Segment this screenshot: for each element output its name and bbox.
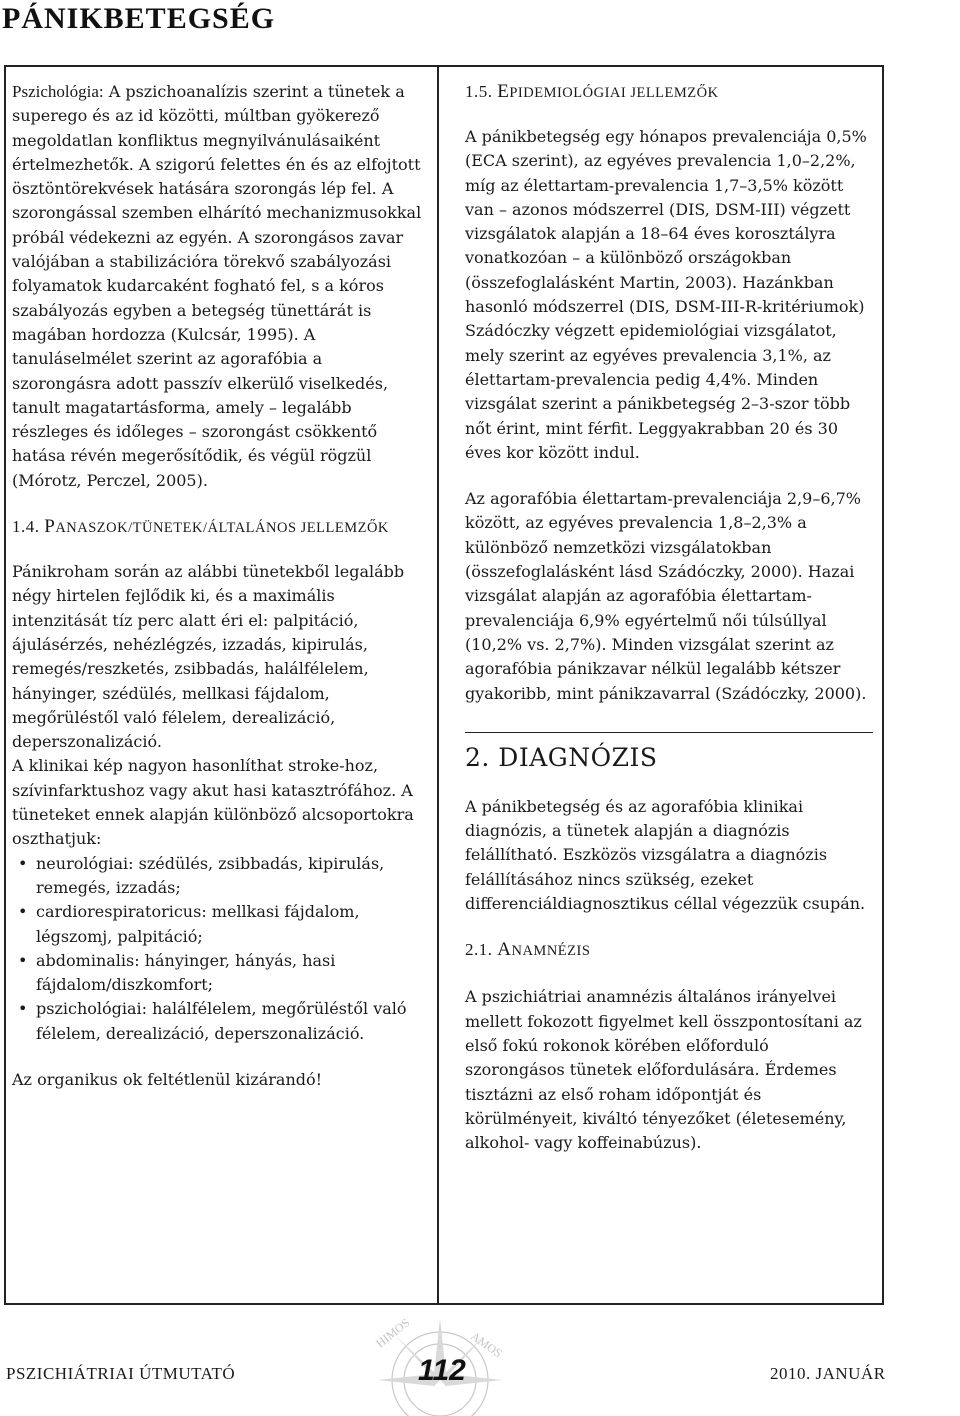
epidemiology-paragraph-2: Az agorafóbia élettartam-prevalenciája 2,9–6,7% között, az egyéves prevalencia 1,8–2,3% a különböző nemzetközi vizsgálatokban (összefoglalásként lásd Szádóczky, 2000). Hazai vizsgálat alapján az agorafóbia élettartam-prevalenciája 6,9% egyértelmű női túlsúllyal (10,2% vs. 2,7%). Minden vizsgálat szerint az agorafóbia pánikzavar nélkül legalább kétszer gyakoribb, mint pánikzavarral (Szádóczky, 2000). — [465, 489, 867, 703]
section-1-5-heading — [465, 80, 870, 105]
section-2-1-heading — [465, 938, 870, 963]
right-column — [465, 80, 870, 1155]
symptoms-paragraph: Pánikroham során az alábbi tünetekből legalább négy hirtelen fejlődik ki, és a maximális intenzitását tíz perc alatt éri el: palpitáció, ájulásérzés, nehézlégzés, izzadás, kipirulás, remegés/reszketés, zsibbadás, halálfélelem, hányinger, szédülés, mellkasi fájdalom, megőrüléstől való félelem, derealizáció, deperszonalizáció. — [12, 562, 405, 752]
page-footer — [0, 1356, 960, 1396]
section-1-5-title-cap: E — [497, 81, 510, 102]
epidemiology-paragraph-1: A pánikbetegség egy hónapos prevalenciája 0,5% (ECA szerint), az egyéves prevalencia 1,0–2,2%, míg az élettartam-prevalencia 1,7–3,5% között van – azonos módszerrel (DIS, DSM-III) végzett vizsgálatok alapján a 18–64 éves korosztályra vonatkozóan – a különböző országokban (összefoglalásként Martin, 2003). Hazánkban hasonló módszerrel (DIS, DSM-III-R-kritériumok) Szádóczky végzett epidemiológiai vizsgálatot, mely szerint az egyéves prevalencia 3,1%, az élettartam-prevalencia pedig 4,4%. Minden vizsgálat szerint a pánikbetegség 2–3-szor több nőt érint, mint férfit. Leggyakrabban 20 és 30 éves kor között indul. — [465, 127, 867, 462]
psychology-text: A pszichoanalízis szerint a tünetek a superego és az id közötti, múltban gyökerező megoldatlan konfliktus megnyilvánulásaiként értelmezhetők. A szigorú felettes én és az elfojtott ösztöntörekvések hatására szorongás lép fel. A szorongással szemben elhárító mechanizmusokkal próbál védekezni az egyén. A szorongásos zavar valójában a stabilizációra törekvő szabályozási folyamatok kudarcaként fogható fel, s a kóros szabályozás egyben a betegség tünettárát is magában hordozza (Kulcsár, 1995). A tanuláselmélet szerint az agorafóbia a szorongásra adott passzív elkerülő viselkedés, tanult magatartásforma, amely – legalább részleges és időleges – szorongást csökkentő hatása révén megerősítődik, és végül rögzül (Mórotz, Perczel, 2005). — [12, 82, 422, 490]
section-2-heading: 2. DIAGNÓZIS — [465, 742, 658, 772]
column-divider — [437, 65, 439, 1305]
section-1-4-title-cap: P — [44, 516, 56, 538]
footer-date: 2010. JANUÁR — [770, 1364, 886, 1383]
psychology-paragraph — [12, 80, 422, 493]
list-item: • abdominalis: hányinger, hányás, hasi fájdalom/diszkomfort; — [12, 949, 422, 998]
symptom-groups-list — [12, 852, 422, 1046]
list-item: • neurológiai: szédülés, zsibbadás, kipirulás, remegés, izzadás; — [12, 852, 422, 901]
page-number: 112 — [418, 1354, 466, 1387]
page-title: PÁNIKBETEGSÉG — [2, 2, 276, 35]
anamnesis-paragraph: A pszichiátriai anamnézis általános irányelvei mellett fokozott figyelmet kell összpontosítani az első fokú rokonok körében előforduló szorongásos tünetek előfordulására. Érdemes tisztázni az első roham időpontját és körülményeit, kiváltó tényezőket (életesemény, alkohol- vagy koffeinabúzus). — [465, 987, 862, 1153]
footer-publication: PSZICHIÁTRIAI ÚTMUTATÓ — [6, 1364, 236, 1383]
section-1-4-number: 1.4. — [12, 517, 45, 537]
section-1-4-heading — [12, 515, 422, 540]
diagnosis-paragraph: A pánikbetegség és az agorafóbia klinikai diagnózis, a tünetek alapján a diagnózis felállítható. Eszközös vizsgálatra a diagnózis felállításához nincs szükség, ezeket differenciáldiagnosztikus céllal végezzük csupán. — [465, 796, 866, 914]
closing-note: Az organikus ok feltétlenül kizárandó! — [12, 1069, 323, 1089]
list-item: • cardiorespiratoricus: mellkasi fájdalom, légszomj, palpitáció; — [12, 900, 422, 949]
section-1-5-title-rest: PIDEMIOLÓGIAI JELLEMZŐK — [509, 85, 719, 101]
left-column — [12, 80, 422, 1092]
section-rule — [465, 732, 873, 733]
section-1-5-number: 1.5. — [465, 82, 498, 101]
svg-text:AMOS: AMOS — [468, 1328, 505, 1361]
svg-text:HIMOS: HIMOS — [373, 1315, 413, 1351]
psychology-label: Pszichológia: — [12, 82, 104, 101]
section-2-1-number: 2.1. — [465, 940, 498, 960]
list-item: • pszichológiai: halálfélelem, megőrüléstől való félelem, derealizáció, deperszonalizáció. — [12, 997, 422, 1046]
section-1-4-title-rest: ANASZOK/TÜNETEK/ÁLTALÁNOS JELLEMZŐK — [55, 520, 389, 537]
section-2-1-title-rest: NAMNÉZIS — [511, 943, 591, 960]
section-2-1-title-cap: A — [497, 939, 512, 961]
clinical-picture-paragraph: A klinikai kép nagyon hasonlíthat stroke-hoz, szívinfarktushoz vagy akut hasi katasztrófához. A tüneteket ennek alapján különböző alcsoportokra oszthatjuk: — [12, 756, 414, 849]
